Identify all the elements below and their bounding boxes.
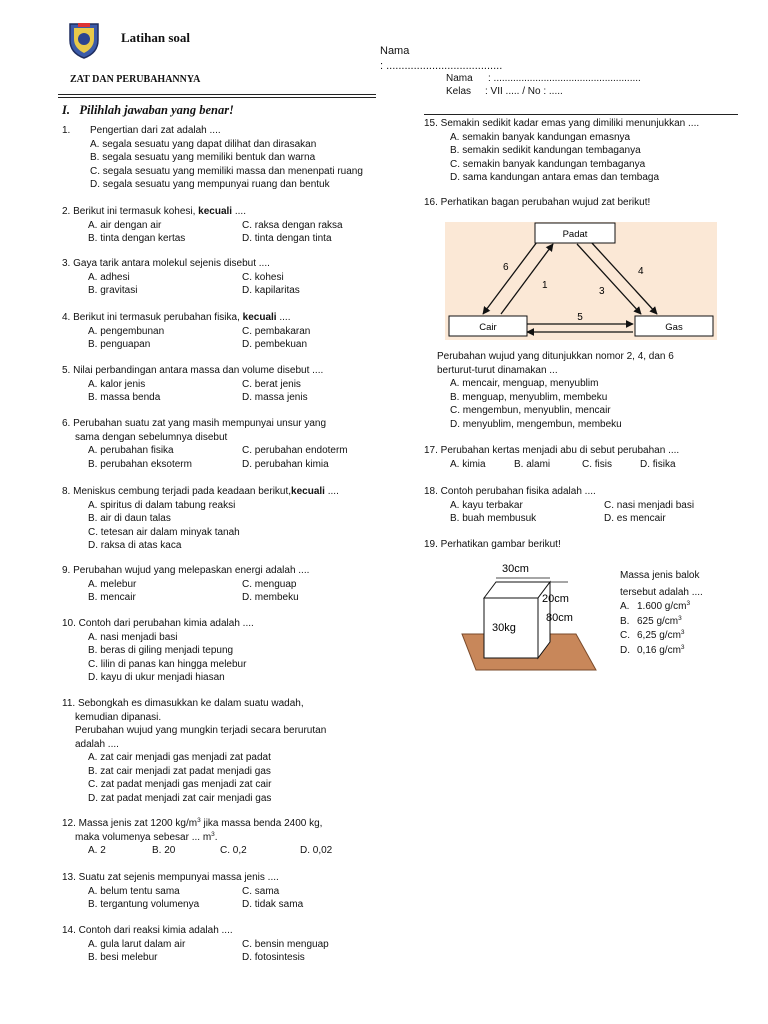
option[interactable]: D. menyublim, mengembun, membeku xyxy=(450,418,622,430)
height-label: 80cm xyxy=(546,612,573,624)
question-16-body: Perubahan wujud yang ditunjukkan nomor 2, 4, dan 6 berturut-turut dinamakan ... A. mencair, menguap, menyublim B. menguap, menyublim, membeku C. mengembun, menyublin, mencair D. menyublim, mengembun, membeku xyxy=(437,351,674,430)
option[interactable]: A. segala sesuatu yang dapat dilihat dan dirasakan xyxy=(90,138,317,150)
label-6: 6 xyxy=(503,262,509,273)
mass-label: 30kg xyxy=(492,622,516,634)
question-13: 13. Suatu zat sejenis mempunyai massa jenis .... A. belum tentu sama C. sama B. tergantung volumenya D. tidak sama xyxy=(62,871,402,912)
option[interactable]: B. alami xyxy=(514,458,551,470)
option[interactable]: A. semakin banyak kandungan emasnya xyxy=(450,131,631,143)
option[interactable]: C. segala sesuatu yang memiliki massa dan menenpati ruang xyxy=(90,165,363,177)
option[interactable]: C. 6,25 $g/cm^3$ xyxy=(620,629,685,641)
question-14: 14. Contoh dari reaksi kimia adalah .... A. gula larut dalam air C. bensin menguap B. besi melebur D. fotosintesis xyxy=(62,924,402,965)
option[interactable]: B. beras di giling menjadi tepung xyxy=(88,645,234,656)
question-2: 2. Berikut ini termasuk kohesi, kecuali .... A. air dengan air C. raksa dengan raksa B. tinta dengan kertas D. tinta dengan tinta xyxy=(62,205,402,246)
question-15: 15. Semakin sedikit kadar emas yang dimiliki menunjukkan .... A. semakin banyak kandungan emasnya B. semakin sedikit kandungan tembaganya C. semakin banyak kandungan tembaganya D. sama kandungan antara emas dan tembaga xyxy=(424,118,700,183)
label-1: 1 xyxy=(542,280,548,291)
option[interactable]: A. kimia xyxy=(450,458,486,470)
option[interactable]: A. gula larut dalam air xyxy=(88,938,186,950)
option[interactable]: D. membeku xyxy=(242,592,299,603)
option[interactable]: A. kalor jenis xyxy=(88,378,146,390)
question-9: 9. Perubahan wujud yang melepaskan energi adalah .... A. melebur C. menguap B. mencair D. membeku xyxy=(62,564,402,605)
block-figure xyxy=(456,560,606,672)
option[interactable]: A. belum tentu sama xyxy=(88,885,180,897)
kelas-line[interactable]: : VII ..... / No : ..... xyxy=(485,86,563,97)
option[interactable]: D. tinta dengan tinta xyxy=(242,233,332,244)
option[interactable]: D. es mencair xyxy=(604,513,666,524)
option[interactable]: B. 625 $g/cm^3$ xyxy=(620,614,682,627)
option[interactable]: A. zat cair menjadi gas menjadi zat padat xyxy=(88,752,271,763)
option[interactable]: B. perubahan eksoterm xyxy=(88,458,192,470)
question-16: 16. Perhatikan bagan perubahan wujud zat berikut! xyxy=(424,197,651,208)
section-heading: I. Pilihlah jawaban yang benar! xyxy=(62,103,234,117)
option[interactable]: A. mencair, menguap, menyublim xyxy=(450,378,599,389)
question-19: 19. Perhatikan gambar berikut! xyxy=(424,539,561,550)
option[interactable]: C. sama xyxy=(242,885,280,897)
cair-label: Cair xyxy=(479,322,497,333)
label-5: 5 xyxy=(577,312,583,323)
width-label: 30cm xyxy=(502,563,529,575)
option[interactable]: A. nasi menjadi basi xyxy=(88,631,178,643)
option[interactable]: C. 0,2 xyxy=(220,845,247,856)
option[interactable]: C. perubahan endoterm xyxy=(242,445,348,456)
option[interactable]: D. sama kandungan antara emas dan tembaga xyxy=(450,172,660,183)
question-8: 8. Meniskus cembung terjadi pada keadaan berikut,kecuali .... A. spiritus di dalam tabung reaksi B. air di daun talas C. tetesan air dalam minyak tanah D. raksa di atas kaca xyxy=(62,486,339,551)
nama-line[interactable]: : ...................................... xyxy=(380,60,503,72)
option[interactable]: B. mencair xyxy=(88,592,136,603)
padat-label: Padat xyxy=(562,229,588,240)
option[interactable]: A. adhesi xyxy=(88,271,130,283)
option[interactable]: B. semakin sedikit kandungan tembaganya xyxy=(450,145,641,156)
option[interactable]: B. tinta dengan kertas xyxy=(88,233,186,244)
option[interactable]: C. tetesan air dalam minyak tanah xyxy=(88,526,240,538)
option[interactable]: A. 2 xyxy=(88,845,106,856)
option[interactable]: B. zat cair menjadi zat padat menjadi gas xyxy=(88,765,271,777)
nama-label: Nama xyxy=(380,45,410,57)
option[interactable]: D. perubahan kimia xyxy=(242,458,329,470)
option[interactable]: A. kayu terbakar xyxy=(450,499,523,511)
option[interactable]: B. menguap, menyublim, membeku xyxy=(450,391,608,403)
option[interactable]: D. kapilaritas xyxy=(242,285,300,296)
option[interactable]: D. zat padat menjadi zat cair menjadi gas xyxy=(88,792,272,804)
question-18: 18. Contoh perubahan fisika adalah .... A. kayu terbakar C. nasi menjadi basi B. buah membusuk D. es mencair xyxy=(424,485,764,526)
question-11: 11. Sebongkah es dimasukkan ke dalam suatu wadah, kemudian dipanasi. Perubahan wujud yang mungkin terjadi secara berurutan adalah .... A. zat cair menjadi gas menjadi zat padat B. zat cair menjadi zat padat menjadi gas C. zat padat menjadi gas menjadi zat cair D. zat padat menjadi zat cair menjadi gas xyxy=(62,698,327,804)
nama2-label: Nama xyxy=(446,73,473,84)
option[interactable]: C. mengembun, menyublin, mencair xyxy=(450,405,611,416)
option[interactable]: D. 0,02 xyxy=(300,845,333,856)
kelas-label: Kelas xyxy=(446,86,472,97)
subtitle: ZAT DAN PERUBAHANNYA xyxy=(70,74,201,85)
option[interactable]: B. segala sesuatu yang memiliki bentuk dan warna xyxy=(90,152,316,163)
option[interactable]: B. buah membusuk xyxy=(450,513,537,524)
question-19-side: Massa jenis balok tersebut adalah .... A. 1.600 $g/cm^3$ B. 625 $g/cm^3$ C. 6,25 $g/cm^3$ D. 0,16 $g/cm^3$ xyxy=(620,569,703,658)
option[interactable]: C. lilin di panas kan hingga melebur xyxy=(88,658,247,670)
option[interactable]: D. raksa di atas kaca xyxy=(88,540,182,551)
question-12: 12. Massa jenis zat 1200 $kg/m^3$ jika massa benda 2400 kg, maka volumenya sebesar ... $m^3$. A. 2 B. 20 C. 0,2 D. 0,02 xyxy=(62,817,360,858)
option[interactable]: C. nasi menjadi basi xyxy=(604,499,695,511)
option[interactable]: B. besi melebur xyxy=(88,952,158,963)
option[interactable]: A. air dengan air xyxy=(88,219,162,231)
question-5: 5. Nilai perbandingan antara massa dan volume disebut .... A. kalor jenis C. berat jenis B. massa benda D. massa jenis xyxy=(62,364,402,405)
option[interactable]: D. fotosintesis xyxy=(242,952,305,963)
label-4: 4 xyxy=(638,266,644,277)
option[interactable]: C. semakin banyak kandungan tembaganya xyxy=(450,158,646,170)
option[interactable]: C. raksa dengan raksa xyxy=(242,219,343,231)
nama2-line[interactable]: : ..................................................... xyxy=(488,73,641,84)
option[interactable]: A. perubahan fisika xyxy=(88,445,174,456)
option[interactable]: A. pengembunan xyxy=(88,325,165,337)
school-logo xyxy=(66,20,102,60)
option[interactable]: D. fisika xyxy=(640,458,676,470)
option[interactable]: B. penguapan xyxy=(88,339,151,350)
question-6: 6. Perubahan suatu zat yang masih mempunyai unsur yang sama dengan sebelumnya disebut A. perubahan fisika C. perubahan endoterm B. perubahan eksoterm D. perubahan kimia xyxy=(62,417,402,471)
option[interactable]: B. gravitasi xyxy=(88,285,138,296)
option[interactable]: A. 1.600 $g/cm^3$ xyxy=(620,600,691,612)
option[interactable]: C. berat jenis xyxy=(242,378,301,390)
option[interactable]: D. tidak sama xyxy=(242,899,304,910)
option[interactable]: C. zat padat menjadi gas menjadi zat cair xyxy=(88,779,272,790)
question-17: 17. Perubahan kertas menjadi abu di sebut perubahan .... A. kimia B. alami C. fisis D. fisika xyxy=(424,444,700,471)
option[interactable]: D. massa jenis xyxy=(242,392,308,403)
page-title: Latihan soal xyxy=(121,30,190,45)
option[interactable]: B. tergantung volumenya xyxy=(88,899,200,910)
question-3: 3. Gaya tarik antara molekul sejenis disebut .... A. adhesi C. kohesi B. gravitasi D. kapilaritas xyxy=(62,257,402,298)
option[interactable]: A. spiritus di dalam tabung reaksi xyxy=(88,499,236,511)
option[interactable]: D. 0,16 $g/cm^3$ xyxy=(620,643,685,656)
option[interactable]: C. kohesi xyxy=(242,271,284,283)
option[interactable]: C. menguap xyxy=(242,578,297,590)
gas-label: Gas xyxy=(665,322,683,333)
option[interactable]: B. massa benda xyxy=(88,392,161,403)
option[interactable]: D. kayu di ukur menjadi hiasan xyxy=(88,672,225,683)
label-3: 3 xyxy=(599,286,605,297)
option[interactable]: B. 20 xyxy=(152,845,176,856)
question-4: 4. Berikut ini termasuk perubahan fisika, kecuali .... A. pengembunan C. pembakaran B. penguapan D. pembekuan xyxy=(62,311,402,352)
option[interactable]: B. air di daun talas xyxy=(88,513,171,524)
option[interactable]: D. pembekuan xyxy=(242,339,308,350)
state-change-diagram xyxy=(445,222,717,340)
option[interactable]: D. segala sesuatu yang mempunyai ruang dan bentuk xyxy=(90,179,330,190)
option[interactable]: C. bensin menguap xyxy=(242,938,329,950)
option[interactable]: C. pembakaran xyxy=(242,325,311,337)
depth-label: 20cm xyxy=(542,593,569,605)
question-10: 10. Contoh dari perubahan kimia adalah .... A. nasi menjadi basi B. beras di giling menjadi tepung C. lilin di panas kan hingga melebur D. kayu di ukur menjadi hiasan xyxy=(62,618,254,683)
question-1: 1. Pengertian dari zat adalah .... A. segala sesuatu yang dapat dilihat dan dirasakan B. segala sesuatu yang memiliki bentuk dan warna C. segala sesuatu yang memiliki massa dan menenpati ruang D. segala sesuatu yang mempunyai ruang dan bentuk xyxy=(62,125,363,190)
q1-options xyxy=(62,138,363,192)
option[interactable]: A. melebur xyxy=(88,578,137,590)
option[interactable]: C. fisis xyxy=(582,458,612,470)
